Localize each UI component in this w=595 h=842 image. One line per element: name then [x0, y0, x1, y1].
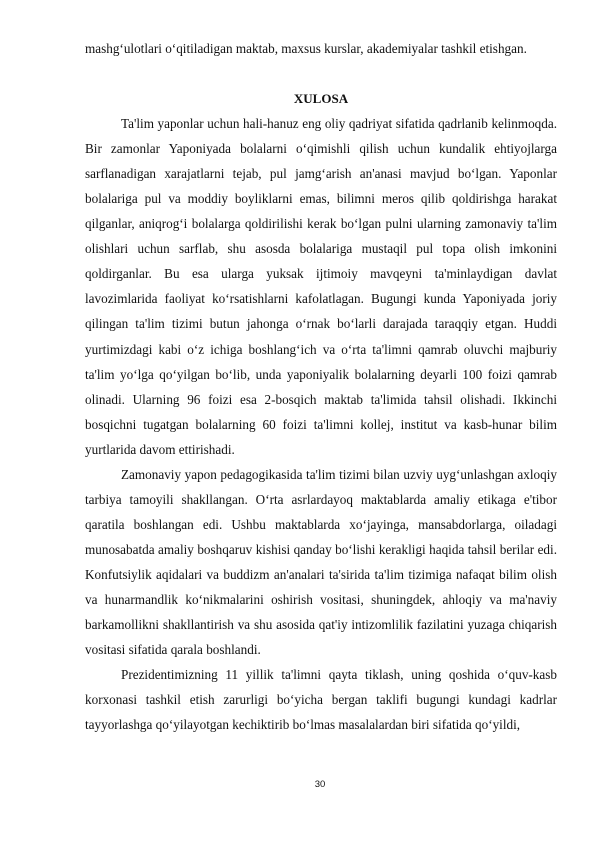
page-number: 30 — [314, 779, 326, 790]
intro-paragraph: mashg‘ulotlari o‘qitiladigan maktab, maxsus kurslar, akademiyalar tashkil etishgan. — [85, 41, 527, 56]
section-heading: XULOSA — [293, 91, 349, 107]
paragraph-2: Zamonaviy yapon pedagogikasida ta'lim tizimi bilan uzviy uyg‘unlashgan axloqiy tarbiya tamoyili shakllangan. O‘rta asrlardayoq maktablarda amaliy etikaga e'tibor qaratila boshlangan edi. Ushbu maktablarda xo‘jayinga, mansabdorlarga, oiladagi munosabatda amaliy boshqaruv kishisi qanday bo‘lishi kerakligi haqida tahsil berilar edi. Konfutsiylik aqidalari va buddizm an'analari ta'sirida ta'lim tizimiga nafaqat bilim olish va hunarmandlik ko‘nikmalarini oshirish vositasi, shuningdek, ahloqiy va ma'naviy barkamollikni shakllantirish va shu asosida qat'iy intizomlilik fazilatini yuzaga chiqarish vositasi sifatida qarala boshlandi. — [85, 466, 557, 658]
body-text — [85, 36, 557, 737]
paragraph-3: Prezidentimizning 11 yillik ta'limni qayta tiklash, uning qoshida o‘quv-kasb korxonasi tashkil etish zarurligi bo‘yicha bergan taklifi bugungi kundagi kadrlar tayyorlashga qo‘yilayotgan kechiktirib bo‘lmas masalalardan biri sifatida qo‘yildi, — [85, 667, 557, 733]
paragraph-1: Ta'lim yaponlar uchun hali-hanuz eng oliy qadriyat sifatida qadrlanib kelinmoqda. Bir zamonlar Yaponiyada bolalarni o‘qimishli qilish uchun kundalik ehtiyojlarga sarflanadigan xarajatlarni tejab, pul jamg‘arish an'anasi mavjud bo‘lgan. Yaponlar bolalariga pul va moddiy boyliklarni emas, bilimni meros qilib qoldirishga harakat qilganlar, aniqrog‘i bolalarga qoldirilishi kerak bo‘lgan pulni ularning zamonaviy ta'lim olishlari uchun sarflab, shu asosda bolalariga mustaqil pul topa olish imkonini qoldirganlar. Bu esa ularga yuksak ijtimoiy mavqeyni ta'minlaydigan davlat lavozimlarida faoliyat ko‘rsatishlarni kafolatlagan. Bugungi kunda Yaponiyada joriy qilingan ta'lim tizimi butun jahonga o‘rnak bo‘larli darajada taraqqiy etgan. Huddi yurtimizdagi kabi o‘z ichiga boshlang‘ich va o‘rta ta'limni qamrab oluvchi majburiy ta'lim yo‘lga qo‘yilgan bo‘lib, unda yaponiyalik bolalarning deyarli 100 foizi qamrab olinadi. Ularning 96 foizi esa 2-bosqich maktab ta'limida tahsil olishadi. Ikkinchi bosqichni tugatgan bolalarning 60 foizi ta'limni kollej, institut va kasb-hunar bilim yurtlarida davom ettirishadi. — [85, 116, 557, 457]
